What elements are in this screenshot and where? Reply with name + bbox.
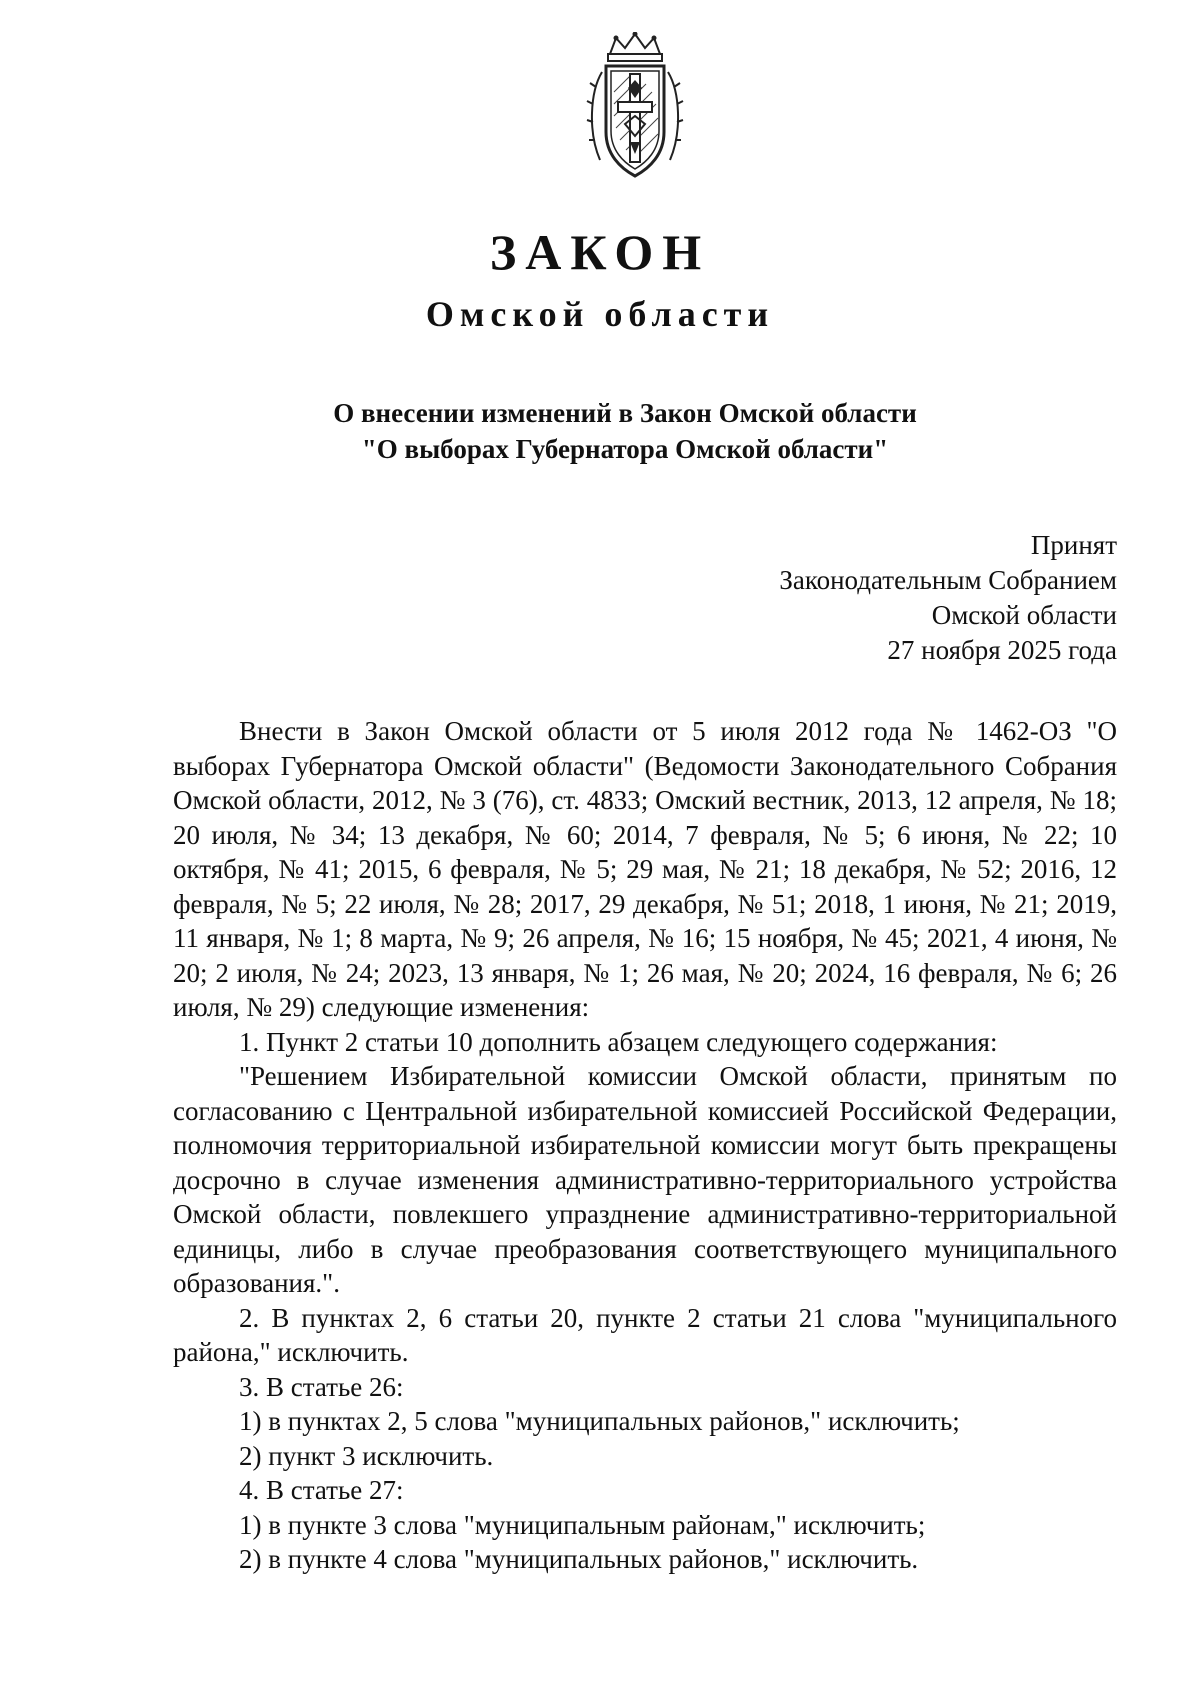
intro-paragraph: Внести в Закон Омской области от 5 июля 2012 года № 1462-ОЗ "О выборах Губернатора Омской области" (Ведомости Законодательного Собрания Омской области, 2012, № 3 (76), ст. 4833; Омский вестник, 2013, 12 апреля, № 18; 20 июля, № 34; 13 декабря, № 60; 2014, 7 февраля, № 5; 6 июня, № 22; 10 октября, № 41; 2015, 6 февраля, № 5; 29 мая, № 21; 18 декабря, № 52; 2016, 12 февраля, № 5; 22 июля, № 28; 2017, 29 декабря, № 51; 2018, 1 июня, № 21; 2019, 11 января, № 1; 8 марта, № 9; 26 апреля, № 16; 15 ноября, № 45; 2021, 4 июня, № 20; 2 июля, № 24; 2023, 13 января, № 1; 26 мая, № 20; 2024, 16 февраля, № 6; 26 июля, № 29) следующие изменения: <box>173 716 1117 1022</box>
law-subject-line-2: "О выборах Губернатора Омской области" <box>361 434 889 464</box>
document-title: ЗАКОН <box>489 224 711 280</box>
law-body <box>173 714 1117 1577</box>
adoption-line-3: Омской области <box>931 600 1117 630</box>
adoption-date: 27 ноября 2025 года <box>887 635 1117 665</box>
document-region: Омской области <box>425 294 775 334</box>
amendment-item-3-sub-2: 2) пункт 3 исключить. <box>239 1440 494 1471</box>
amendment-item-1-text: "Решением Избирательной комиссии Омской области, принятым по согласованию с Центральной избирательной комиссией Российской Федерации, полномочия территориальной избирательной комиссии могут быть прекращены досрочно в случае изменения административно-территориального устройства Омской области, повлекшего упразднение административно-территориальной единицы, либо в случае преобразования соответствующего муниципального образования.". <box>173 1061 1117 1298</box>
amendment-item-3-sub-1: 1) в пунктах 2, 5 слова "муниципальных районов," исключить; <box>239 1406 960 1436</box>
amendment-item-1: 1. Пункт 2 статьи 10 дополнить абзацем следующего содержания: <box>239 1026 998 1057</box>
law-subject-line-1: О внесении изменений в Закон Омской области <box>333 398 917 428</box>
amendment-item-3: 3. В статье 26: <box>239 1371 404 1402</box>
amendment-item-4-sub-1: 1) в пункте 3 слова "муниципальным районам," исключить; <box>239 1509 926 1540</box>
omsk-coat-of-arms-emblem <box>580 32 690 182</box>
amendment-item-4-sub-2: 2) в пункте 4 слова "муниципальных районов," исключить. <box>239 1544 919 1574</box>
adoption-line-2: Законодательным Собранием <box>779 565 1117 595</box>
adoption-line-1: Принят <box>1030 530 1117 560</box>
amendment-item-4: 4. В статье 27: <box>239 1475 404 1505</box>
law-subject <box>0 395 1200 467</box>
adoption-block <box>779 528 1117 668</box>
amendment-item-2: 2. В пунктах 2, 6 статьи 20, пункте 2 статьи 21 слова "муниципального района," исключить. <box>173 1302 1117 1367</box>
